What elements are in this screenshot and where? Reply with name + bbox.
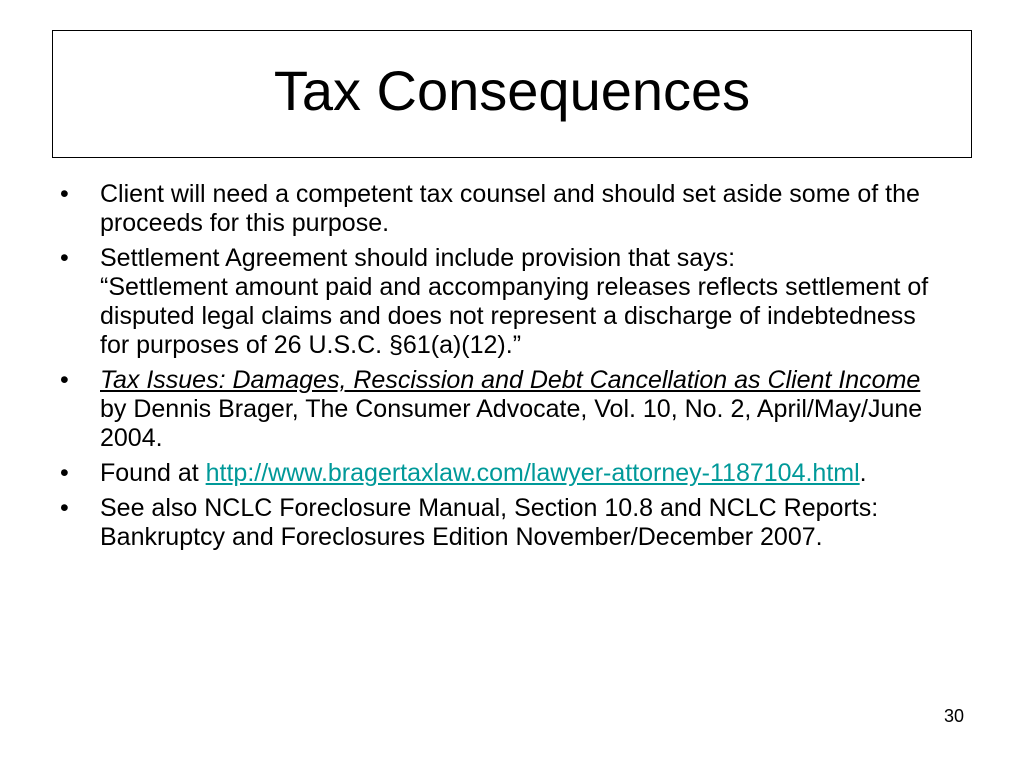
bullet-text: Client will need a competent tax counsel and should set aside some of the proceeds for this purpose.: [100, 180, 920, 237]
bullet-marker: •: [60, 366, 69, 394]
slide-title-box: [52, 30, 972, 158]
bullet-text: Settlement Agreement should include provision that says:: [100, 244, 736, 272]
bullet-item-see-also: [52, 494, 932, 552]
bullet-item-tax-counsel: [52, 180, 932, 238]
bullet-item-settlement-agreement: [52, 244, 932, 360]
slide-title: Tax Consequences: [273, 59, 751, 122]
bullet-marker: •: [60, 244, 69, 272]
found-at-suffix: .: [859, 459, 867, 487]
slide-number: 30: [943, 706, 964, 726]
bullet-list: [52, 180, 932, 558]
source-url-link[interactable]: http://www.bragertaxlaw.com/lawyer-attorney-1187104.html: [205, 459, 860, 487]
found-at-prefix: Found at: [100, 459, 206, 487]
bullet-item-found-at: [52, 459, 932, 488]
bullet-marker: •: [60, 180, 69, 208]
bullet-marker: •: [60, 494, 69, 522]
article-title: Tax Issues: Damages, Rescission and Debt Cancellation as Client Income: [100, 366, 921, 394]
bullet-marker: •: [60, 459, 69, 487]
bullet-item-article-citation: [52, 366, 932, 453]
article-citation-text: by Dennis Brager, The Consumer Advocate, Vol. 10, No. 2, April/May/June 2004.: [100, 395, 923, 452]
bullet-text: See also NCLC Foreclosure Manual, Section 10.8 and NCLC Reports: Bankruptcy and Foreclosures Edition November/December 2007.: [100, 494, 879, 551]
bullet-quote: “Settlement amount paid and accompanying releases reflects settlement of disputed legal claims and does not represent a discharge of indebtedness for purposes of 26 U.S.C. §61(a)(12).”: [100, 273, 929, 359]
